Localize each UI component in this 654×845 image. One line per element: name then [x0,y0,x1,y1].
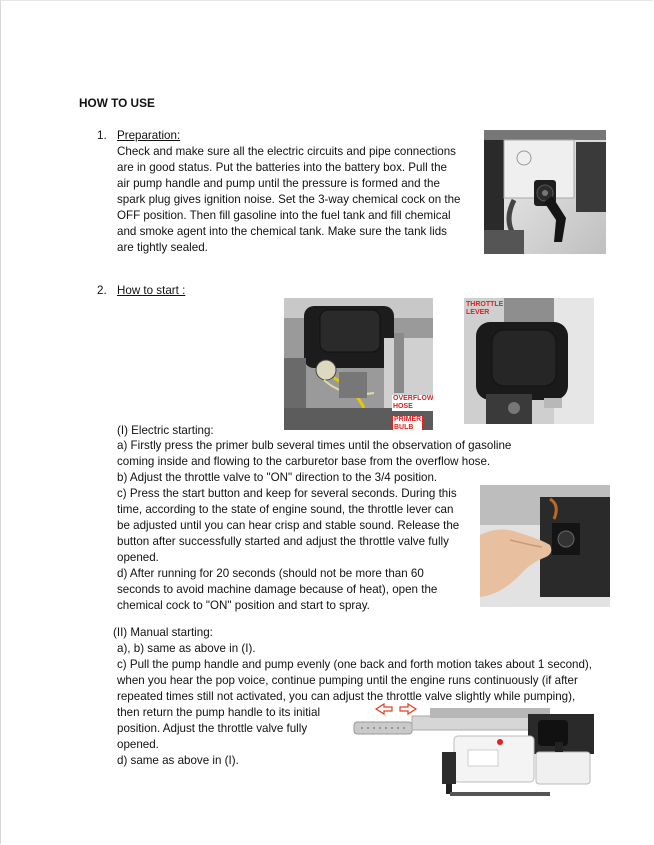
chemical-cock-photo [484,130,606,254]
throttle-lever-photo [464,298,594,424]
manual-line: position. Adjust the throttle valve fully [117,722,308,735]
s1-line: Check and make sure all the electric circuits and pipe connections [117,145,456,158]
electric-starting-title: (I) Electric starting: [117,424,214,437]
manual-line: repeated times still not activated, you can adjust the throttle valve slightly while pumping), [117,690,576,703]
manual-line: a), b) same as above in (I). [117,642,256,655]
fogger-machine-photo [350,702,600,798]
manual-starting-title: (II) Manual starting: [113,626,213,639]
s1-line: OFF position. Then fill gasoline into the fuel tank and fill chemical [117,209,451,222]
s2-line: be adjusted until you can hear crisp and stable sound. Release the [117,519,460,532]
start-button-photo [480,485,610,607]
section-1-number: 1. [97,129,107,142]
s2-line: chemical cock to "ON" position and start to spray. [117,599,370,612]
s1-line: air pump handle and pump until the pressure is formed and the [117,177,440,190]
s2-line: b) Adjust the throttle valve to "ON" direction to the 3/4 position. [117,471,438,484]
section-2-title: How to start : [117,284,186,297]
s2-line: a) Firstly press the primer bulb several times until the observation of gasoline [117,439,512,452]
primer-bulb-label: PRIMER BULB [392,415,423,430]
right-arrow-icon [400,704,416,714]
manual-line: c) Pull the pump handle and pump evenly (one back and forth motion takes about 1 second), [117,658,592,671]
s2-line: button after successfully started and adjust the throttle valve fully [117,535,449,548]
s2-line: d) After running for 20 seconds (should not be more than 60 [117,567,424,580]
s1-line: are in good status. Put the batteries into the battery box. Pull the [117,161,447,174]
s2-line: coming inside and flowing to the carburetor base from the overflow hose. [117,455,491,468]
s2-line: seconds to avoid machine damage because of heat), open the [117,583,438,596]
manual-line: when you hear the pop voice, continue pumping until the engine runs continuously (if after [117,674,578,687]
carburetor-photo [284,298,433,430]
s1-line: and smoke agent into the chemical tank. Make sure the tank lids [117,225,447,238]
throttle-lever-label: THROTTLE LEVER [466,301,504,316]
s2-line: c) Press the start button and keep for several seconds. During this [117,487,457,500]
s2-line: opened. [117,551,159,564]
section-1-title: Preparation: [117,129,181,142]
page-heading: HOW TO USE [79,96,155,110]
manual-line: opened. [117,738,159,751]
manual-line: then return the pump handle to its initial [117,706,321,719]
s1-line: are tightly sealed. [117,241,208,254]
left-arrow-icon [376,704,392,714]
overflow-hose-label: OVERFLOW HOSE [393,395,433,410]
s1-line: spark plug gives ignition noise. Set the 3-way chemical cock on the [117,193,461,206]
s2-line: time, according to the state of engine sound, the throttle lever can [117,503,454,516]
section-2-number: 2. [97,284,107,297]
manual-line: d) same as above in (I). [117,754,239,767]
